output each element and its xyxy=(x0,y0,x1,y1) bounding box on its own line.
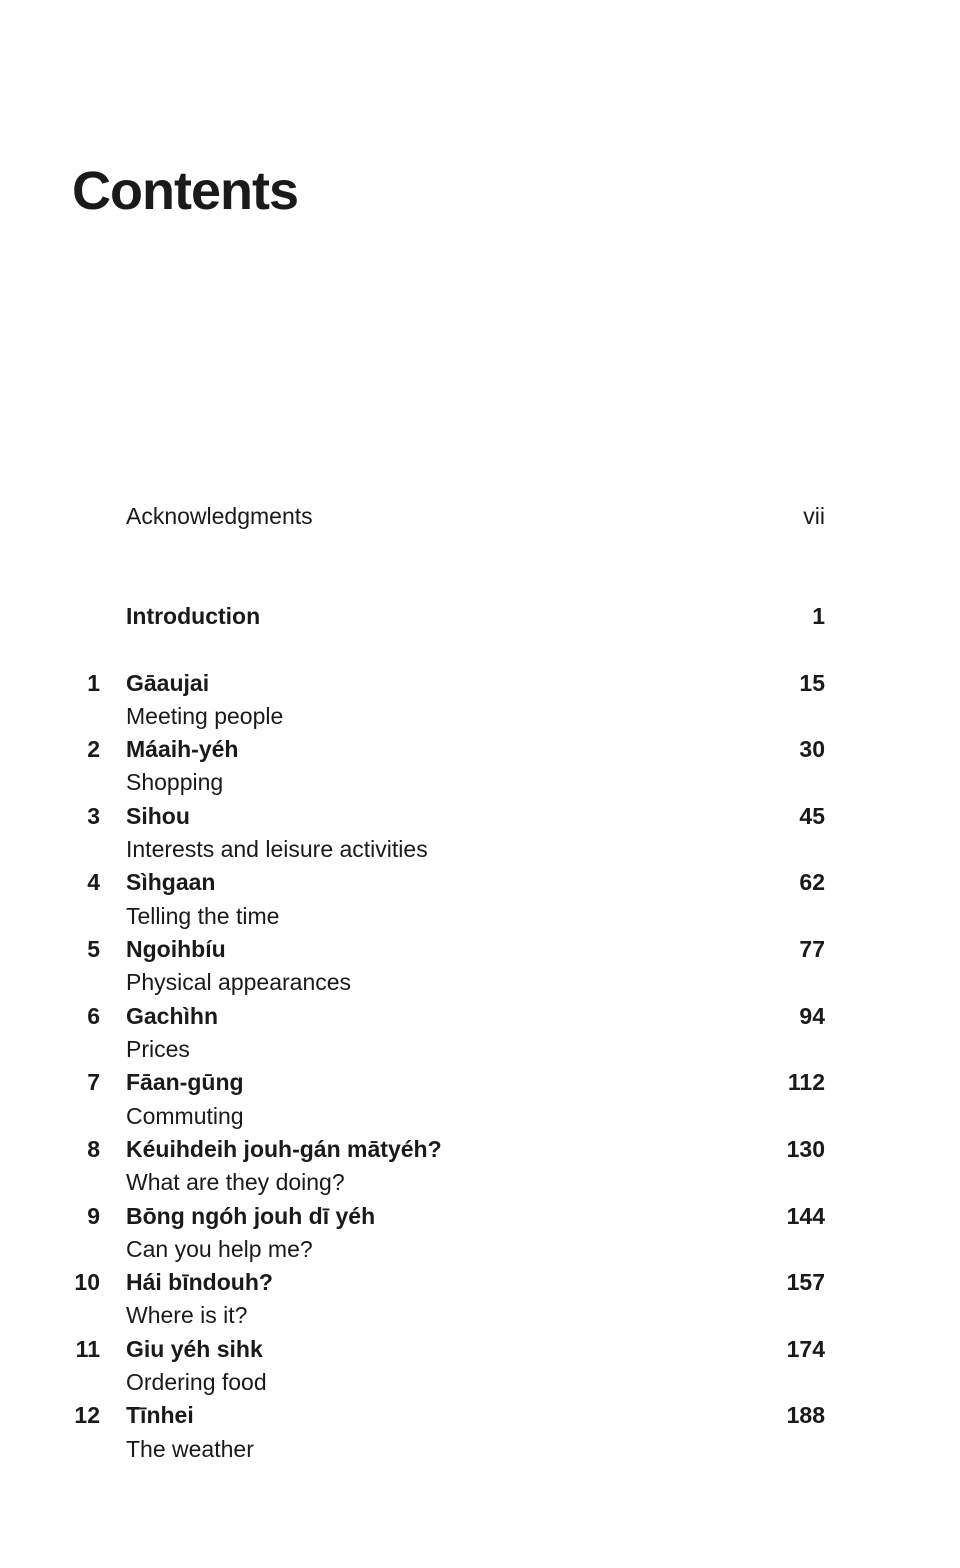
chapter-title: Kéuihdeih jouh-gán mātyéh? xyxy=(126,1136,442,1162)
chapter-number: 4 xyxy=(87,869,100,895)
chapter-title: Hái bīndouh? xyxy=(126,1269,273,1295)
chapter-number: 3 xyxy=(87,803,100,829)
toc-chapter-2-subtitle xyxy=(0,767,960,797)
toc-chapter-12-subtitle xyxy=(0,1434,960,1464)
chapter-title: Sìhgaan xyxy=(126,869,216,895)
toc-chapter-1[interactable] xyxy=(0,668,960,698)
toc-chapter-10[interactable] xyxy=(0,1267,960,1297)
toc-chapter-8-subtitle xyxy=(0,1167,960,1197)
toc-chapter-3[interactable] xyxy=(0,801,960,831)
chapter-number: 6 xyxy=(87,1003,100,1029)
chapter-page: 157 xyxy=(786,1269,825,1295)
chapter-title: Tīnhei xyxy=(126,1402,194,1428)
toc-chapter-8[interactable] xyxy=(0,1134,960,1164)
chapter-number: 5 xyxy=(87,936,100,962)
toc-chapter-6[interactable] xyxy=(0,1001,960,1031)
toc-chapter-6-subtitle xyxy=(0,1034,960,1064)
toc-chapter-9[interactable] xyxy=(0,1201,960,1231)
chapter-number: 7 xyxy=(87,1069,100,1095)
toc-chapter-3-subtitle xyxy=(0,834,960,864)
chapter-subtitle: The weather xyxy=(126,1436,254,1462)
chapter-title: Ngoihbíu xyxy=(126,936,226,962)
chapter-subtitle: Meeting people xyxy=(126,703,284,729)
toc-entry-introduction[interactable] xyxy=(0,601,960,631)
chapter-number: 2 xyxy=(87,736,100,762)
chapter-page: 30 xyxy=(799,736,825,762)
toc-entry-title: Acknowledgments xyxy=(126,503,313,529)
chapter-number: 10 xyxy=(74,1269,100,1295)
chapter-page: 188 xyxy=(786,1402,825,1428)
toc-chapter-7-subtitle xyxy=(0,1101,960,1131)
chapter-number: 12 xyxy=(74,1402,100,1428)
chapter-page: 15 xyxy=(799,670,825,696)
toc-entry-acknowledgments[interactable] xyxy=(0,501,960,531)
chapter-page: 130 xyxy=(786,1136,825,1162)
chapter-subtitle: What are they doing? xyxy=(126,1169,345,1195)
toc-chapter-10-subtitle xyxy=(0,1300,960,1330)
chapter-page: 174 xyxy=(786,1336,825,1362)
chapter-number: 9 xyxy=(87,1203,100,1229)
chapter-page: 45 xyxy=(799,803,825,829)
chapter-title: Sihou xyxy=(126,803,190,829)
chapter-title: Bōng ngóh jouh dī yéh xyxy=(126,1203,376,1229)
chapter-title: Giu yéh sihk xyxy=(126,1336,263,1362)
toc-chapter-12[interactable] xyxy=(0,1400,960,1430)
chapter-title: Fāan-gūng xyxy=(126,1069,244,1095)
toc-chapter-5[interactable] xyxy=(0,934,960,964)
toc-chapter-11-subtitle xyxy=(0,1367,960,1397)
chapter-page: 144 xyxy=(786,1203,825,1229)
chapter-page: 94 xyxy=(799,1003,825,1029)
page-title: Contents xyxy=(72,161,298,221)
chapter-page: 62 xyxy=(799,869,825,895)
toc-chapter-11[interactable] xyxy=(0,1334,960,1364)
toc-entry-page: 1 xyxy=(812,603,825,629)
chapter-number: 1 xyxy=(87,670,100,696)
chapter-subtitle: Physical appearances xyxy=(126,969,352,995)
toc-chapter-2[interactable] xyxy=(0,734,960,764)
chapter-title: Máaih-yéh xyxy=(126,736,239,762)
toc-chapter-4-subtitle xyxy=(0,901,960,931)
toc-chapter-7[interactable] xyxy=(0,1067,960,1097)
chapter-subtitle: Telling the time xyxy=(126,903,280,929)
chapter-page: 77 xyxy=(799,936,825,962)
chapter-subtitle: Prices xyxy=(126,1036,190,1062)
toc-entry-title: Introduction xyxy=(126,603,261,629)
chapter-number: 11 xyxy=(75,1336,100,1362)
toc-chapter-5-subtitle xyxy=(0,967,960,997)
chapter-title: Gachìhn xyxy=(126,1003,219,1029)
chapter-subtitle: Interests and leisure activities xyxy=(126,836,428,862)
chapter-subtitle: Where is it? xyxy=(126,1302,248,1328)
toc-entry-page: vii xyxy=(803,503,825,529)
chapter-subtitle: Shopping xyxy=(126,769,224,795)
toc-chapter-1-subtitle xyxy=(0,701,960,731)
chapter-title: Gāaujai xyxy=(126,670,210,696)
chapter-page: 112 xyxy=(787,1069,825,1095)
chapter-subtitle: Ordering food xyxy=(126,1369,267,1395)
toc-chapter-4[interactable] xyxy=(0,867,960,897)
chapter-number: 8 xyxy=(87,1136,100,1162)
toc-chapter-9-subtitle xyxy=(0,1234,960,1264)
chapter-subtitle: Commuting xyxy=(126,1103,244,1129)
chapter-subtitle: Can you help me? xyxy=(126,1236,313,1262)
